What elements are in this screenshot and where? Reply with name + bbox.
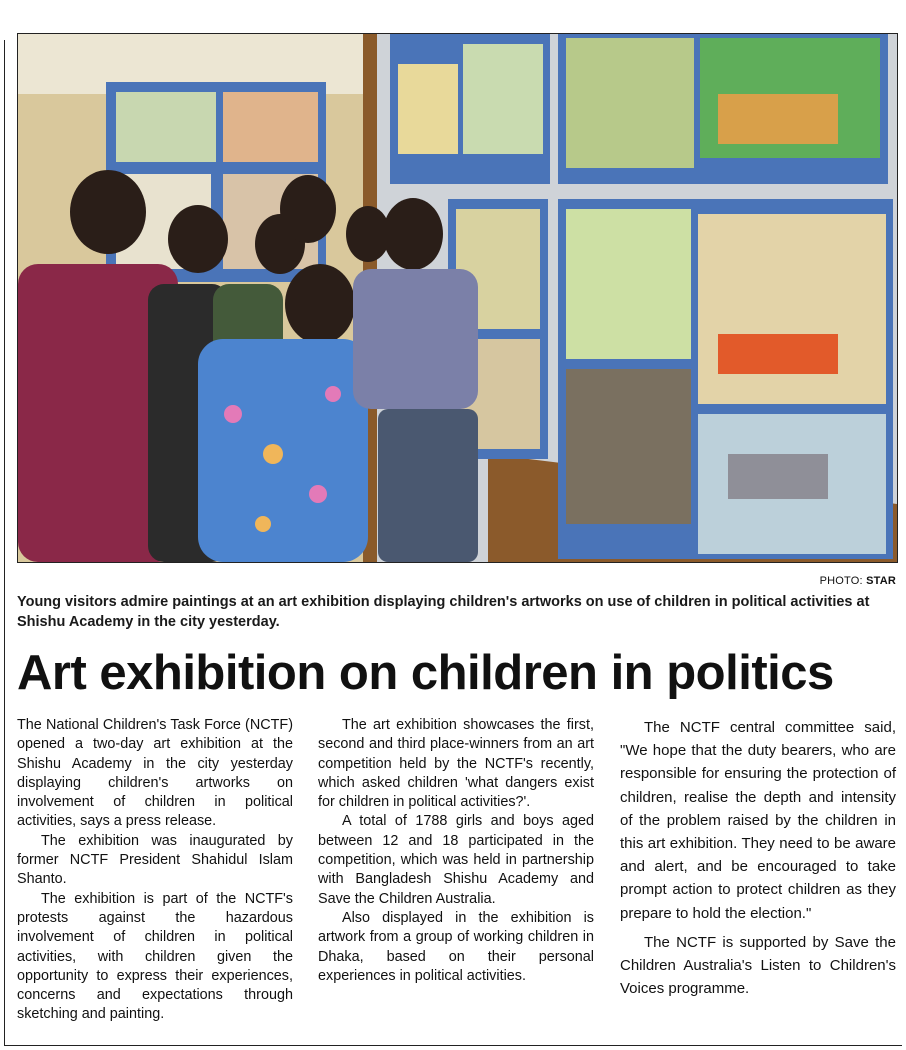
paragraph: The exhibition is part of the NCTF's protests against the hazardous involvement of children in political activities, with children given the opportunity to express their experiences, concerns and expectations through sketching and painting. (17, 890, 293, 1023)
paragraph: The NCTF is supported by Save the Children Australia's Listen to Children's Voices programme. (620, 933, 896, 998)
photo-credit (820, 575, 896, 587)
paragraph: Also displayed in the exhibition is artwork from a group of working children in Dhaka, based on their personal experiences in political activities. (318, 909, 594, 984)
paragraph: The art exhibition showcases the first, second and third place-winners from an art competition held by the NCTF's recently, which asked children 'what dangers exist for children in political activities?'. (318, 717, 594, 811)
photo-credit-label: PHOTO: (819, 575, 867, 587)
article-column-3 (620, 716, 896, 1000)
paragraph: The NCTF central committee said, "We hope that the duty bearers, who are responsible for ensuring the protection of children, realise the depth and intensity of the problem raised by the children in this art exhibition. They need to be aware and alert, and be encouraged to take prompt action to protect children as they prepare to hold the election." (620, 719, 896, 922)
photo-caption: Young visitors admire paintings at an art exhibition displaying children's artworks on use of children in political activities at Shishu Academy in the city yesterday. (17, 594, 870, 630)
paragraph: A total of 1788 girls and boys aged between 12 and 18 participated in the competition, which was held in partnership with Bangladesh Shishu Academy and Save the Children Australia. (318, 813, 594, 907)
page-border-bottom (4, 1045, 902, 1046)
article-column-1 (17, 716, 293, 1025)
paragraph: The National Children's Task Force (NCTF) opened a two-day art exhibition at the Shishu Academy in the city yesterday displaying children's artworks on involvement of children in political activities, says a press release. (17, 717, 293, 830)
exhibition-photo-illustration (18, 34, 897, 562)
paragraph: The exhibition was inaugurated by former NCTF President Shahidul Islam Shanto. (17, 832, 293, 888)
photo-credit-source: STAR (866, 575, 896, 587)
headline: Art exhibition on children in politics (17, 646, 834, 700)
news-photo (17, 33, 898, 563)
article-column-2 (318, 716, 594, 986)
page-border-left (4, 40, 5, 1046)
